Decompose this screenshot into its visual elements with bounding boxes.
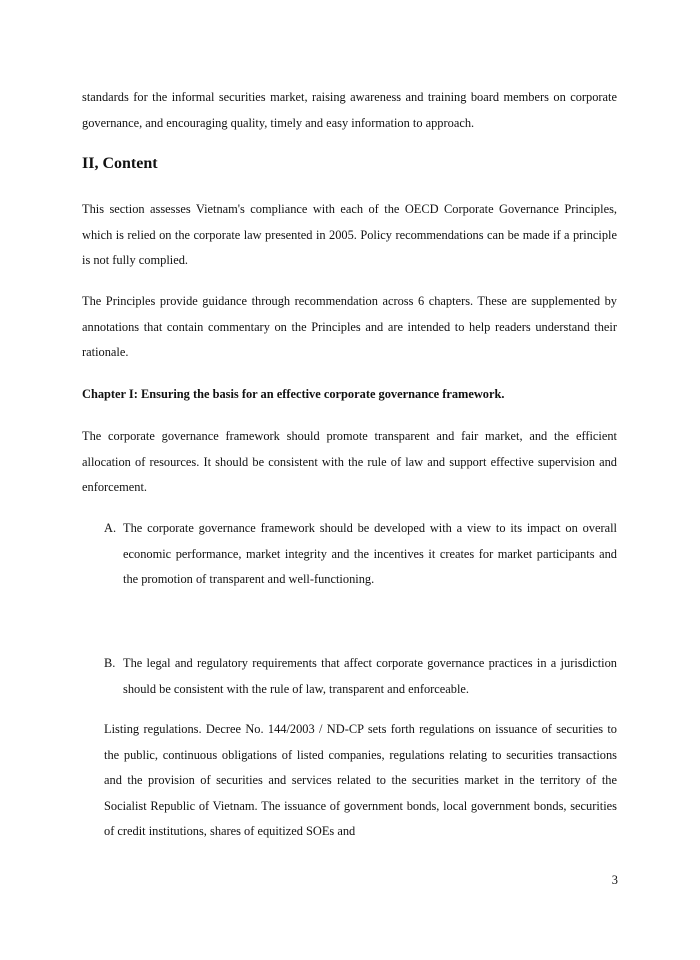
- content-paragraph-1: This section assesses Vietnam's compliance with each of the OECD Corporate Governance Principles, which is relied on the corporate law presented in 2005. Policy recommendations can be made if a principle is not fully complied.: [82, 202, 617, 267]
- list-marker: A.: [104, 521, 117, 535]
- list-item-text: The legal and regulatory requirements that affect corporate governance practices in a jurisdiction should be consistent with the rule of law, transparent and enforceable.: [123, 656, 617, 696]
- chapter-paragraph: The corporate governance framework should promote transparent and fair market, and the efficient allocation of resources. It should be consistent with the rule of law and support effective supervision and enforcement.: [82, 429, 617, 494]
- content-paragraph-2: The Principles provide guidance through recommendation across 6 chapters. These are supplemented by annotations that contain commentary on the Principles and are intended to help readers understand their rationale.: [82, 294, 617, 359]
- intro-paragraph: standards for the informal securities market, raising awareness and training board members on corporate governance, and encouraging quality, timely and easy information to approach.: [82, 90, 617, 130]
- chapter-heading: Chapter I: Ensuring the basis for an effective corporate governance framework.: [82, 387, 505, 401]
- list-item-text: The corporate governance framework should be developed with a view to its impact on overall economic performance, market integrity and the incentives it creates for market participants and the promotion of transparent and well-functioning.: [123, 521, 617, 586]
- list-marker: B.: [104, 656, 116, 670]
- list-item-b: [104, 651, 617, 702]
- section-heading: II, Content: [82, 155, 158, 172]
- list-item-a: [104, 516, 617, 593]
- listing-regulations-paragraph: Listing regulations. Decree No. 144/2003 / ND-CP sets forth regulations on issuance of securities to the public, continuous obligations of listed companies, regulations relating to securities transactions and the provision of securities and services related to the securities market in the territory of the Socialist Republic of Vietnam. The issuance of government bonds, local government bonds, securities of credit institutions, shares of equitized SOEs and: [104, 722, 617, 838]
- page-number: 3: [611, 873, 618, 887]
